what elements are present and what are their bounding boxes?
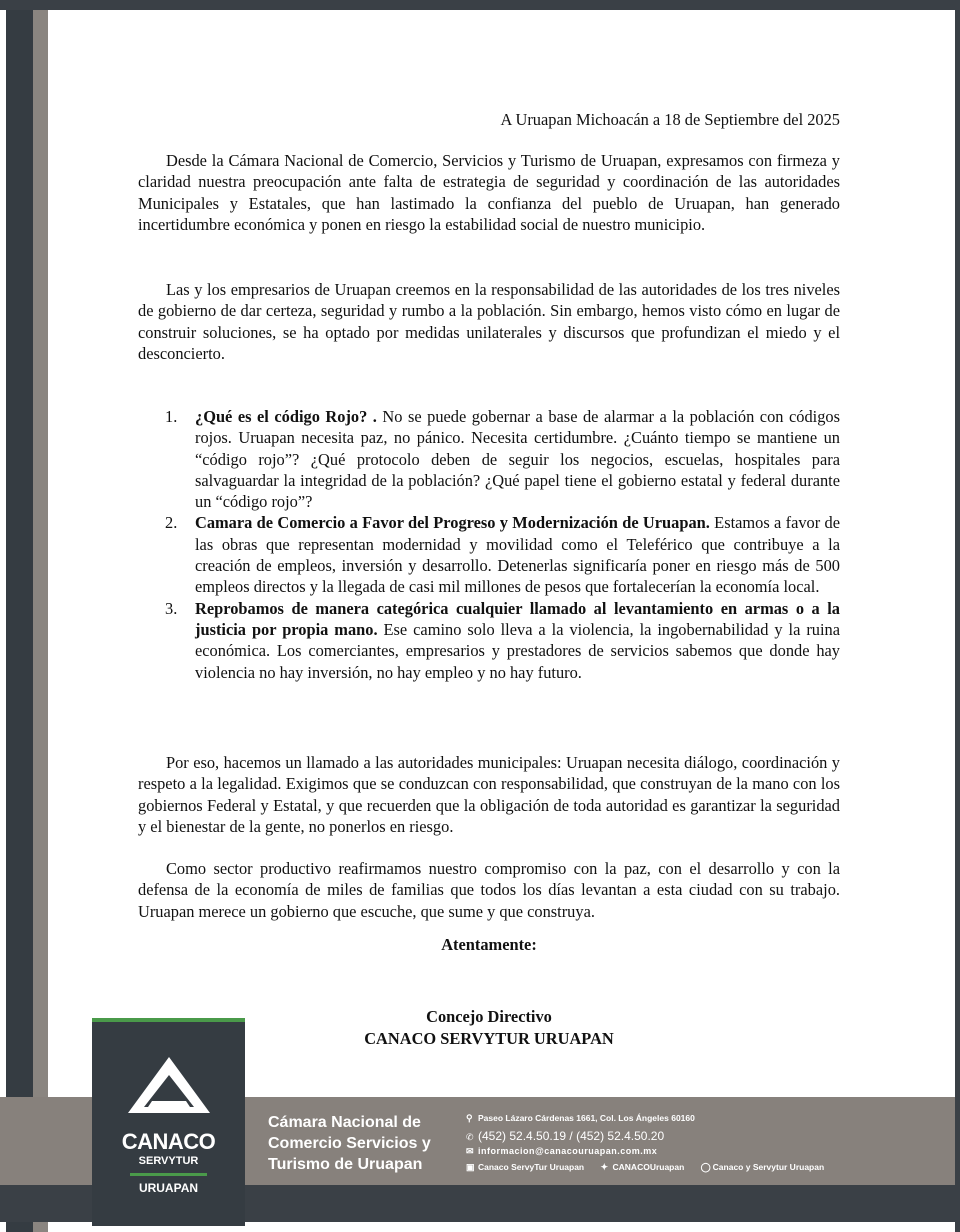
location-pin-icon: ⚲ [466,1113,473,1123]
twitter-icon: ✦ [600,1162,609,1172]
list-item-heading: Reprobamos de manera categórica cualquier llamado al levantamiento en armas o a la justicia por propia mano. [195,598,840,639]
list-item [165,598,840,683]
logo-sub: SERVYTUR [138,1155,199,1167]
list-number: 2. [165,513,178,533]
twitter-link[interactable]: CANACOUruapan [612,1162,685,1172]
list-item-body: No se puede gobernar a base de alarmar a la población con códigos rojos. Uruapan necesita paz, no pánico. Necesita certidumbre. ¿Cuánto tiempo se mantiene un “código rojo”? ¿Qué protocolo deben de seguir los negocios, escuelas, hospitales para salvaguardar la integridad de la población? ¿Qué papel tiene el gobierno estatal y federal durante un “código rojo”? [195,407,840,512]
list-item-body: Estamos a favor de las obras que representan modernidad y movilidad como el Teleférico que contribuye a la creación de empleos, inversión y desarrollo. Detenerlas significaría poner en riesgo más de 500 empleos directos y la llegada de casi mil millones de pesos que fortalecerían la economía local. [195,513,840,597]
paragraph-3: Por eso, hacemos un llamado a las autoridades municipales: Uruapan necesita diálogo, coordinación y respeto a la legalidad. Exigimos que se conduzcan con responsabilidad, que construyan de la mano con los gobiernos Federal y Estatal, y que recuerden que la obligación de toda autoridad es garantizar la seguridad y el bienestar de la gente, no ponerlos en riesgo. [138,753,840,836]
list-item [165,512,840,597]
list-item [165,406,840,512]
instagram-icon: ◯ [700,1162,711,1172]
closing: Atentamente: [441,935,537,954]
logo-city: URUAPAN [138,1181,199,1195]
list-number: 1. [165,407,178,426]
facebook-icon: ▣ [466,1162,475,1172]
paragraph-4: Como sector productivo reafirmamos nuestro compromiso con la paz, con el desarrollo y con la defensa de la economía de miles de familias que todos los días levantan a esta ciudad con su trabajo. Uruapan merece un gobierno que escuche, que sume y que construya. [138,859,840,921]
list-number: 3. [165,598,178,618]
email-icon: ✉ [466,1146,475,1156]
footer-org-name [268,1112,431,1175]
social-line [466,1162,824,1173]
address-text: Paseo Lázaro Cárdenas 1661, Col. Los Ángeles 60160 [478,1113,695,1123]
paragraph-1: Desde la Cámara Nacional de Comercio, Servicios y Turismo de Uruapan, expresamos con firmeza y claridad nuestra preocupación ante falta de estrategia de seguridad y coordinación de las autoridades Municipales y Estatales, que han lastimado la confianza del pueblo de Uruapan, han generado incertidumbre económica y ponen en riesgo la estabilidad social de nuestro municipio. [138,151,840,234]
facebook-link[interactable]: Canaco ServyTur Uruapan [478,1162,585,1172]
date-line: A Uruapan Michoacán a 18 de Septiembre del 2025 [500,110,840,129]
phone-icon: ✆ [466,1132,474,1142]
list-item-heading: ¿Qué es el código Rojo? . [195,407,377,426]
phone-line [466,1129,664,1143]
address-line [466,1113,695,1124]
left-gray-stripe [33,10,48,1232]
org-line: Turismo de Uruapan [268,1156,423,1173]
points-list [165,406,840,683]
instagram-link[interactable]: Canaco y Servytur Uruapan [712,1162,825,1172]
list-item-body: Ese camino solo lleva a la violencia, la ingobernabilidad y la ruina económica. Los comerciantes, empresarios y prestadores de servicios sabemos que donde hay violencia no hay inversión, no hay empleo y no hay futuro. [195,619,840,682]
list-item-heading: Camara de Comercio a Favor del Progreso y Modernización de Uruapan. [195,513,710,533]
signer-title: Concejo Directivo [426,1007,552,1026]
email-line [466,1146,657,1157]
paragraph-2: Las y los empresarios de Uruapan creemos en la responsabilidad de las autoridades de los tres niveles de gobierno de dar certeza, seguridad y rumbo a la población. Sin embargo, hemos visto cómo en lugar de construir soluciones, se ha optado por medidas unilaterales y discursos que profundizan el miedo y el desconcierto. [138,280,840,363]
logo-divider [130,1173,207,1176]
org-line: Cámara Nacional de [268,1114,421,1131]
logo-name: CANACO [121,1129,216,1154]
email-link[interactable]: informacion@canacouruapan.com.mx [478,1146,658,1156]
logo-triangle-icon [128,1057,210,1119]
signer-org: CANACO SERVYTUR URUAPAN [364,1029,614,1048]
left-dark-stripe [6,10,33,1232]
canaco-logo [92,1018,245,1226]
phone-text[interactable]: (452) 52.4.50.19 / (452) 52.4.50.20 [478,1129,665,1143]
org-line: Comercio Servicios y [268,1135,431,1152]
